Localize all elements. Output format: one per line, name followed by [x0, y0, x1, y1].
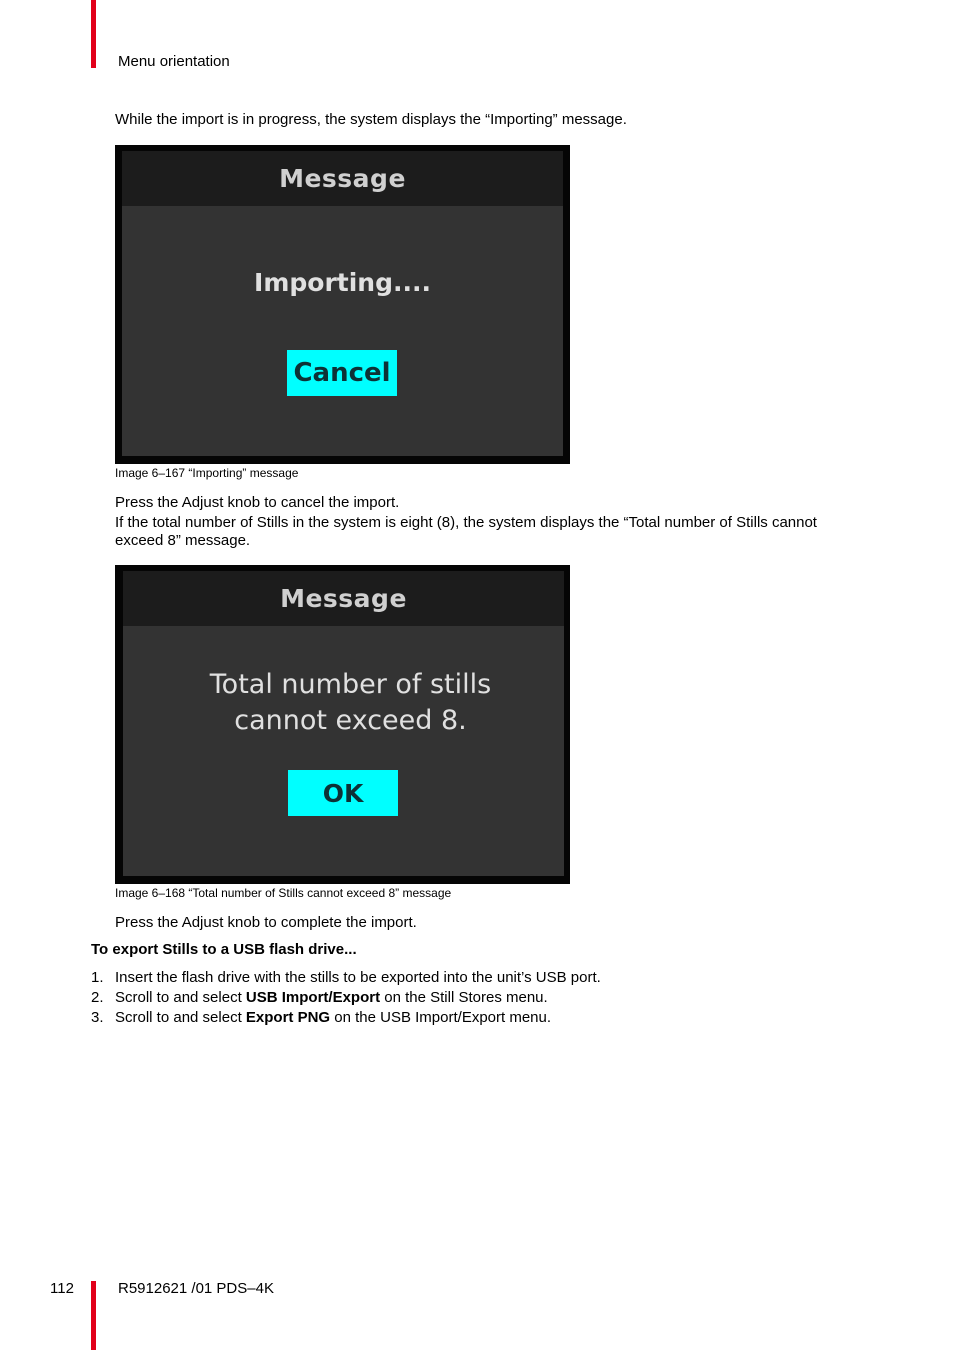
step-1-text: Insert the flash drive with the stills to be exported into the unit’s USB port. — [115, 969, 601, 986]
footer-accent-bar — [91, 1281, 96, 1350]
cancel-instruction: Press the Adjust knob to cancel the import. — [115, 494, 400, 511]
message-title-bar — [123, 571, 564, 626]
message-panel — [122, 151, 563, 456]
page-number: 112 — [50, 1280, 74, 1297]
total-stills-paragraph: If the total number of Stills in the system is eight (8), the system displays the “Total number of Stills cannot exceed 8” message. — [115, 514, 817, 549]
message-title: Message — [280, 584, 407, 613]
step-2-text: Scroll to and select USB Import/Export on the Still Stores menu. — [115, 989, 548, 1006]
ok-button[interactable]: OK — [288, 770, 398, 816]
step-3-text: Scroll to and select Export PNG on the USB Import/Export menu. — [115, 1009, 552, 1026]
message-title-bar — [122, 151, 563, 206]
export-heading: To export Stills to a USB flash drive... — [91, 941, 357, 958]
step-3-number: 3. — [91, 1009, 104, 1026]
intro-paragraph: While the import is in progress, the system displays the “Importing” message. — [115, 111, 627, 128]
figure-caption-168: Image 6–168 “Total number of Stills cannot exceed 8” message — [115, 886, 452, 900]
importing-text: Importing.... — [254, 268, 431, 297]
step-1-number: 1. — [91, 969, 104, 986]
message-panel — [123, 571, 564, 876]
document-id: R5912621 /01 PDS–4K — [118, 1280, 274, 1297]
header-accent-bar — [91, 0, 96, 68]
importing-message-screen — [115, 145, 570, 464]
section-title: Menu orientation — [118, 53, 230, 70]
figure-caption-167: Image 6–167 “Importing” message — [115, 466, 299, 480]
complete-instruction: Press the Adjust knob to complete the import. — [115, 914, 417, 931]
stills-limit-text-line2: cannot exceed 8. — [234, 705, 467, 736]
stills-limit-text-line1: Total number of stills — [209, 669, 492, 700]
message-title: Message — [279, 164, 406, 193]
step-2-number: 2. — [91, 989, 104, 1006]
cancel-button[interactable]: Cancel — [287, 350, 397, 396]
stills-limit-message-screen — [115, 565, 570, 884]
